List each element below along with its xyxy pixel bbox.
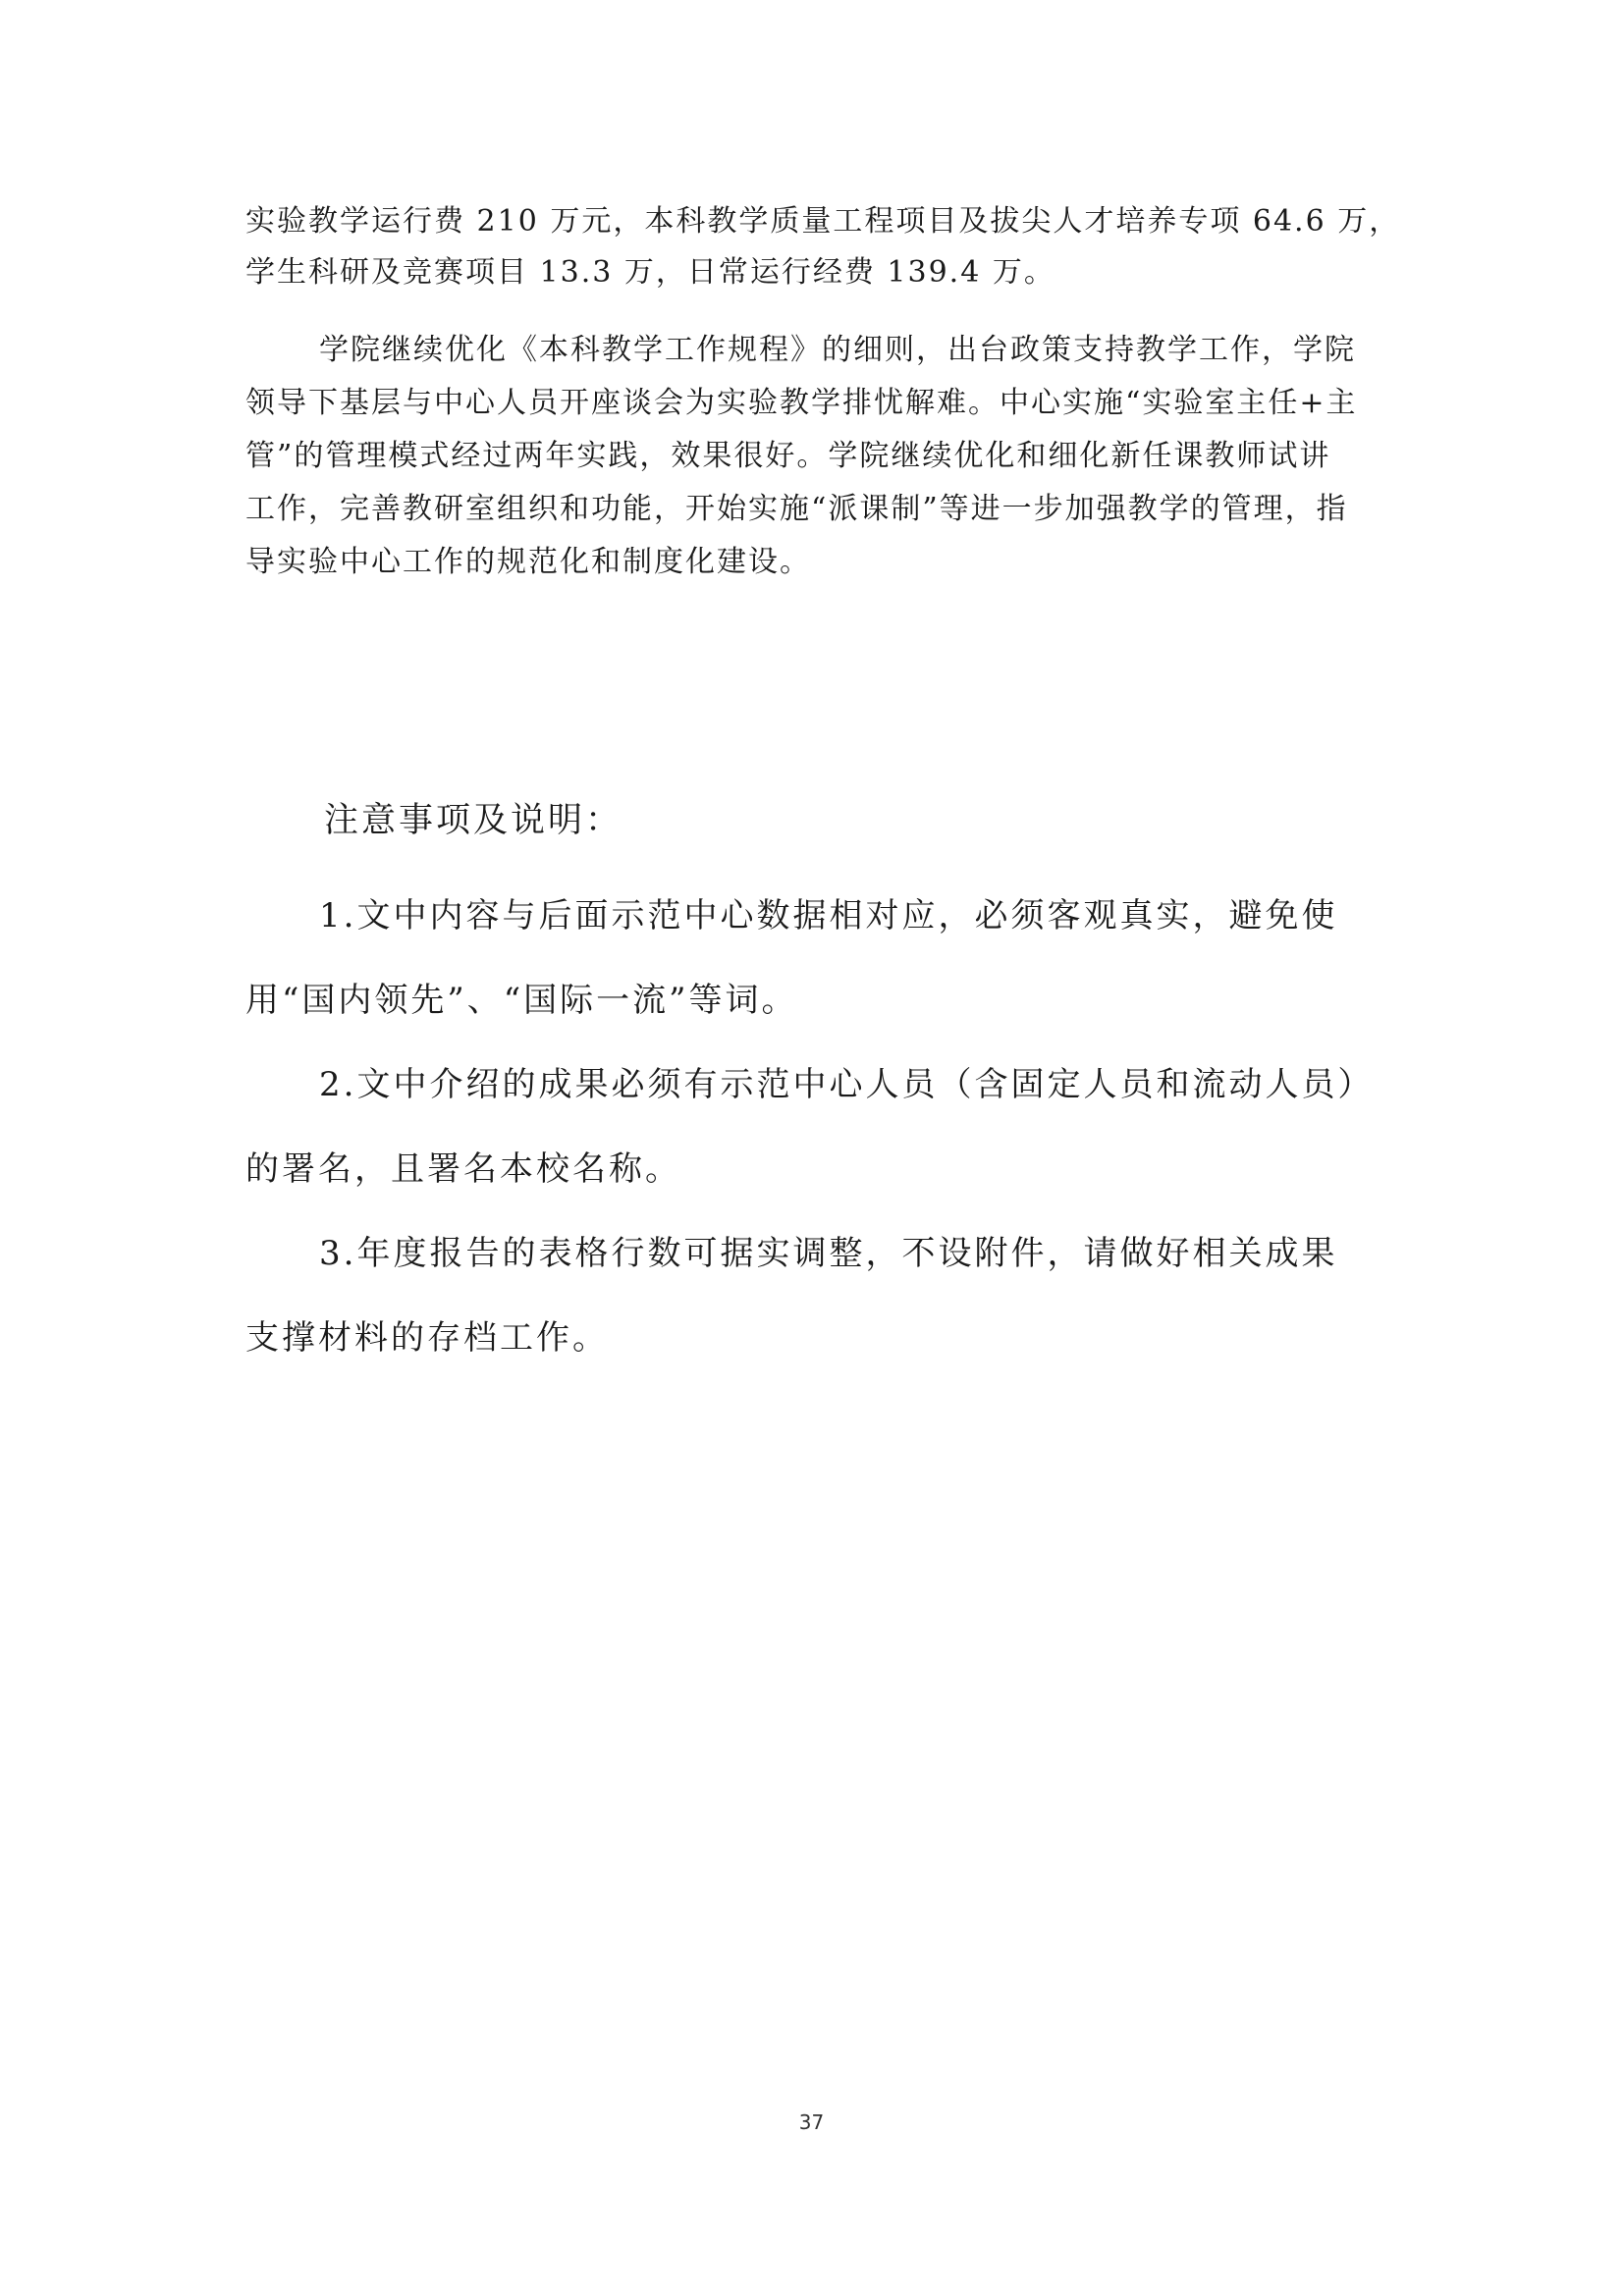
- page-number: 37: [798, 2110, 825, 2134]
- note-item-2-line: 2.文中介绍的成果必须有示范中心人员（含固定人员和流动人员）: [319, 1065, 1375, 1104]
- paragraph-line: 管”的管理模式经过两年实践，效果很好。学院继续优化和细化新任课教师试讲: [245, 439, 1331, 473]
- funding-paragraph: [245, 196, 1401, 298]
- paragraph-line: 学院继续优化《本科教学工作规程》的细则，出台政策支持教学工作，学院: [319, 333, 1356, 367]
- paragraph-line: 工作，完善教研室组织和功能，开始实施“派课制”等进一步加强教学的管理，指: [245, 492, 1348, 526]
- note-item-2-line: 的署名，且署名本校名称。: [245, 1149, 681, 1189]
- note-item-3-line: 3.年度报告的表格行数可据实调整，不设附件，请做好相关成果: [319, 1234, 1338, 1273]
- note-item-1-line: 用“国内领先”、“国际一流”等词。: [245, 981, 798, 1020]
- notes-list: [245, 874, 1384, 1380]
- paragraph-line: 导实验中心工作的规范化和制度化建设。: [245, 545, 811, 579]
- note-item-3-line: 支撑材料的存档工作。: [245, 1318, 609, 1358]
- paragraph-line: 实验教学运行费 210 万元，本科教学质量工程项目及拔尖人才培养专项 64.6 万，: [245, 204, 1401, 239]
- note-item-1-line: 1.文中内容与后面示范中心数据相对应，必须客观真实，避免使: [319, 896, 1338, 935]
- notes-heading: 注意事项及说明：: [324, 801, 623, 840]
- paragraph-line: 学生科研及竞赛项目 13.3 万，日常运行经费 139.4 万。: [245, 255, 1055, 290]
- policy-paragraph: [245, 324, 1384, 589]
- paragraph-line: 领导下基层与中心人员开座谈会为实验教学排忧解难。中心实施“实验室主任+主: [245, 386, 1358, 420]
